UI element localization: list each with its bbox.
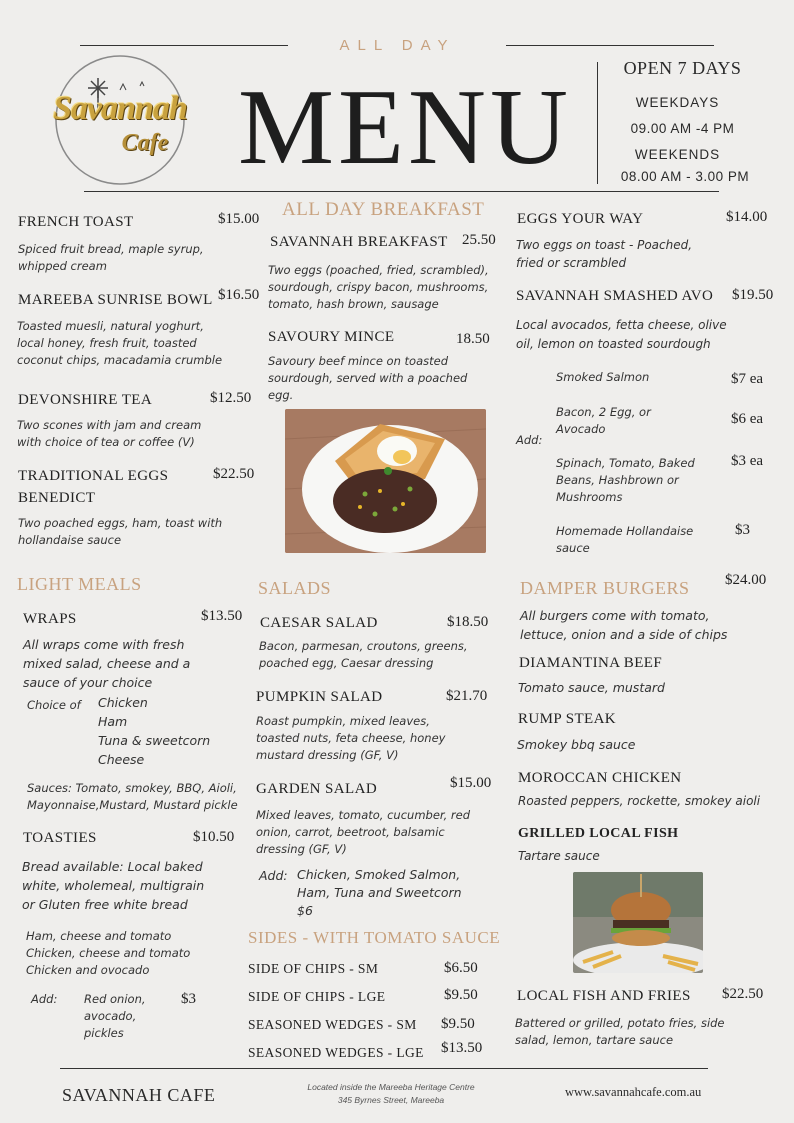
eggs-benedict-desc: Two poached eggs, ham, toast with hollandaise sauce bbox=[18, 516, 223, 547]
side-wedges-sm: SEASONED WEDGES - SM bbox=[248, 1017, 417, 1032]
wraps-choice-ham: Ham bbox=[98, 714, 128, 729]
addon-hollandaise-price: $3 bbox=[735, 522, 750, 538]
all-day-label: ALL DAY bbox=[339, 37, 456, 54]
wraps-choice-label: Choice of bbox=[27, 698, 81, 712]
devonshire-desc: Two scones with jam and cream with choice of tea or coffee (V) bbox=[17, 418, 202, 449]
addon-hollandaise: Homemade Hollandaise sauce bbox=[556, 524, 694, 555]
burger-diamantina-name: DIAMANTINA BEEF bbox=[519, 655, 663, 671]
side-chips-lge-price: $9.50 bbox=[444, 987, 478, 1003]
burger-photo bbox=[573, 872, 703, 973]
side-chips-lge: SIDE OF CHIPS - LGE bbox=[248, 989, 386, 1004]
wraps-choice-chicken: Chicken bbox=[98, 695, 148, 710]
menu-title: MENU bbox=[238, 68, 572, 187]
toastie-filling-3: Chicken and ovocado bbox=[26, 963, 150, 977]
addon-spinach-tomato-price: $3 ea bbox=[731, 453, 764, 469]
weekdays-label: WEEKDAYS bbox=[635, 95, 720, 110]
addon-bacon-egg-avocado: Bacon, 2 Egg, or Avocado bbox=[556, 405, 651, 436]
fish-fries-name: LOCAL FISH AND FRIES bbox=[517, 988, 691, 1004]
burger-rump-desc: Smokey bbq sauce bbox=[517, 737, 636, 752]
burger-rump-name: RUMP STEAK bbox=[518, 711, 617, 727]
garden-desc: Mixed leaves, tomato, cucumber, red onion, carrot, beetroot, balsamic dressing (GF, V) bbox=[256, 808, 470, 856]
header-rule-left bbox=[80, 45, 288, 46]
sunrise-bowl-name: MAREEBA SUNRISE BOWL bbox=[18, 292, 213, 308]
toasties-desc: Bread available: Local baked white, wholemeal, multigrain or Gluten free white bread bbox=[22, 859, 205, 912]
savannah-logo: Savannah Cafe bbox=[50, 50, 190, 190]
side-wedges-lge: SEASONED WEDGES - LGE bbox=[248, 1045, 424, 1060]
eggs-your-way-price: $14.00 bbox=[726, 209, 768, 225]
weekends-hours: 08.00 AM - 3.00 PM bbox=[620, 169, 750, 184]
devonshire-name: DEVONSHIRE TEA bbox=[18, 392, 153, 408]
toasties-add-items: Red onion, avocado, pickles bbox=[84, 992, 146, 1040]
wraps-name: WRAPS bbox=[23, 611, 77, 627]
footer-location-line1: Located inside the Mareeba Heritage Centre bbox=[307, 1082, 475, 1092]
devonshire-price: $12.50 bbox=[210, 390, 252, 406]
hours-divider bbox=[597, 62, 598, 184]
sunrise-bowl-desc: Toasted muesli, natural yoghurt, local honey, fresh fruit, toasted coconut chips, macadamia crumble bbox=[17, 319, 223, 367]
eggs-benedict-name: TRADITIONAL EGGS BENEDICT bbox=[18, 468, 169, 506]
savannah-breakfast-price: 25.50 bbox=[462, 232, 496, 248]
savoury-mince-desc: Savoury beef mince on toasted sourdough, served with a poached egg. bbox=[268, 354, 468, 402]
addon-bacon-egg-avocado-price: $6 ea bbox=[731, 411, 764, 427]
burgers-price: $24.00 bbox=[725, 572, 767, 588]
savoury-mince-name: SAVOURY MINCE bbox=[268, 329, 395, 345]
sides-heading: SIDES - WITH TOMATO SAUCE bbox=[248, 928, 501, 947]
footer-rule bbox=[60, 1068, 708, 1069]
open-days-label: OPEN 7 DAYS bbox=[623, 58, 742, 78]
smashed-avo-desc: Local avocados, fetta cheese, olive oil, lemon on toasted sourdough bbox=[516, 318, 727, 351]
burger-moroccan-desc: Roasted peppers, rockette, smokey aioli bbox=[518, 794, 761, 808]
burger-fish-name: GRILLED LOCAL FISH bbox=[518, 826, 679, 841]
garden-price: $15.00 bbox=[450, 775, 492, 791]
fish-fries-desc: Battered or grilled, potato fries, side salad, lemon, tartare sauce bbox=[515, 1016, 725, 1047]
addon-smoked-salmon: Smoked Salmon bbox=[556, 370, 650, 384]
pumpkin-desc: Roast pumpkin, mixed leaves, toasted nuts, feta cheese, honey mustard dressing (GF, V) bbox=[256, 714, 446, 762]
weekdays-hours: 09.00 AM -4 PM bbox=[630, 121, 735, 136]
addon-smoked-salmon-price: $7 ea bbox=[731, 371, 764, 387]
wraps-sauces: Sauces: Tomato, smokey, BBQ, Aioli, Mayonnaise,Mustard, Mustard pickle bbox=[27, 781, 238, 812]
eggs-your-way-name: EGGS YOUR WAY bbox=[517, 211, 644, 227]
side-chips-sm: SIDE OF CHIPS - SM bbox=[248, 961, 379, 976]
side-wedges-lge-price: $13.50 bbox=[441, 1040, 483, 1056]
burgers-desc: All burgers come with tomato, lettuce, onion and a side of chips bbox=[520, 608, 728, 642]
header-rule-bottom bbox=[84, 191, 719, 192]
toastie-filling-2: Chicken, cheese and tomato bbox=[26, 946, 191, 960]
pumpkin-name: PUMPKIN SALAD bbox=[256, 689, 383, 705]
caesar-name: CAESAR SALAD bbox=[260, 615, 378, 631]
french-toast-name: FRENCH TOAST bbox=[18, 214, 134, 230]
side-chips-sm-price: $6.50 bbox=[444, 960, 478, 976]
burgers-heading: DAMPER BURGERS bbox=[520, 578, 690, 598]
toasties-name: TOASTIES bbox=[23, 830, 97, 846]
burger-fish-desc: Tartare sauce bbox=[518, 849, 600, 863]
toasties-price: $10.50 bbox=[193, 829, 235, 845]
light-meals-heading: LIGHT MEALS bbox=[17, 574, 142, 594]
savannah-breakfast-desc: Two eggs (poached, fried, scrambled), sourdough, crispy bacon, mushrooms, tomato, hash brown, sausage bbox=[268, 263, 489, 311]
wraps-desc: All wraps come with fresh mixed salad, cheese and a sauce of your choice bbox=[23, 637, 191, 690]
wraps-price: $13.50 bbox=[201, 608, 243, 624]
burger-moroccan-name: MOROCCAN CHICKEN bbox=[518, 770, 682, 786]
pumpkin-price: $21.70 bbox=[446, 688, 488, 704]
burger-diamantina-desc: Tomato sauce, mustard bbox=[518, 680, 665, 695]
caesar-price: $18.50 bbox=[447, 614, 489, 630]
savoury-mince-price: 18.50 bbox=[456, 331, 490, 347]
footer-location-line2: 345 Byrnes Street, Mareeba bbox=[337, 1095, 445, 1105]
eggs-your-way-desc: Two eggs on toast - Poached, fried or scrambled bbox=[516, 238, 693, 270]
breakfast-add-label: Add: bbox=[516, 433, 543, 447]
sunrise-bowl-price: $16.50 bbox=[218, 287, 260, 303]
caesar-desc: Bacon, parmesan, croutons, greens, poached egg, Caesar dressing bbox=[259, 639, 468, 670]
fish-fries-price: $22.50 bbox=[722, 986, 764, 1002]
side-wedges-sm-price: $9.50 bbox=[441, 1016, 475, 1032]
addon-spinach-tomato: Spinach, Tomato, Baked Beans, Hashbrown or Mushrooms bbox=[556, 456, 695, 504]
smashed-avo-price: $19.50 bbox=[732, 287, 774, 303]
toasties-add-price: $3 bbox=[181, 991, 196, 1007]
garden-name: GARDEN SALAD bbox=[256, 781, 378, 797]
toastie-filling-1: Ham, cheese and tomato bbox=[26, 929, 172, 943]
header-rule-right bbox=[506, 45, 714, 46]
footer-website[interactable]: www.savannahcafe.com.au bbox=[565, 1085, 702, 1099]
french-toast-desc: Spiced fruit bread, maple syrup, whipped cream bbox=[18, 242, 204, 273]
wraps-choice-cheese: Cheese bbox=[98, 752, 145, 767]
wraps-choice-tuna: Tuna & sweetcorn bbox=[98, 733, 211, 748]
smashed-avo-name: SAVANNAH SMASHED AVO bbox=[516, 288, 714, 304]
eggs-benedict-price: $22.50 bbox=[213, 466, 255, 482]
salads-add-label: Add: bbox=[259, 868, 288, 883]
french-toast-price: $15.00 bbox=[218, 211, 260, 227]
footer-cafe-name: SAVANNAH CAFE bbox=[62, 1085, 216, 1105]
salads-heading: SALADS bbox=[258, 578, 332, 598]
savoury-mince-photo bbox=[285, 409, 486, 553]
savannah-breakfast-name: SAVANNAH BREAKFAST bbox=[270, 234, 448, 250]
weekends-label: WEEKENDS bbox=[634, 147, 721, 162]
toasties-add-label: Add: bbox=[31, 992, 58, 1006]
salads-add-items: Chicken, Smoked Salmon, Ham, Tuna and Sweetcorn $6 bbox=[297, 867, 462, 918]
breakfast-heading: ALL DAY BREAKFAST bbox=[282, 199, 485, 220]
